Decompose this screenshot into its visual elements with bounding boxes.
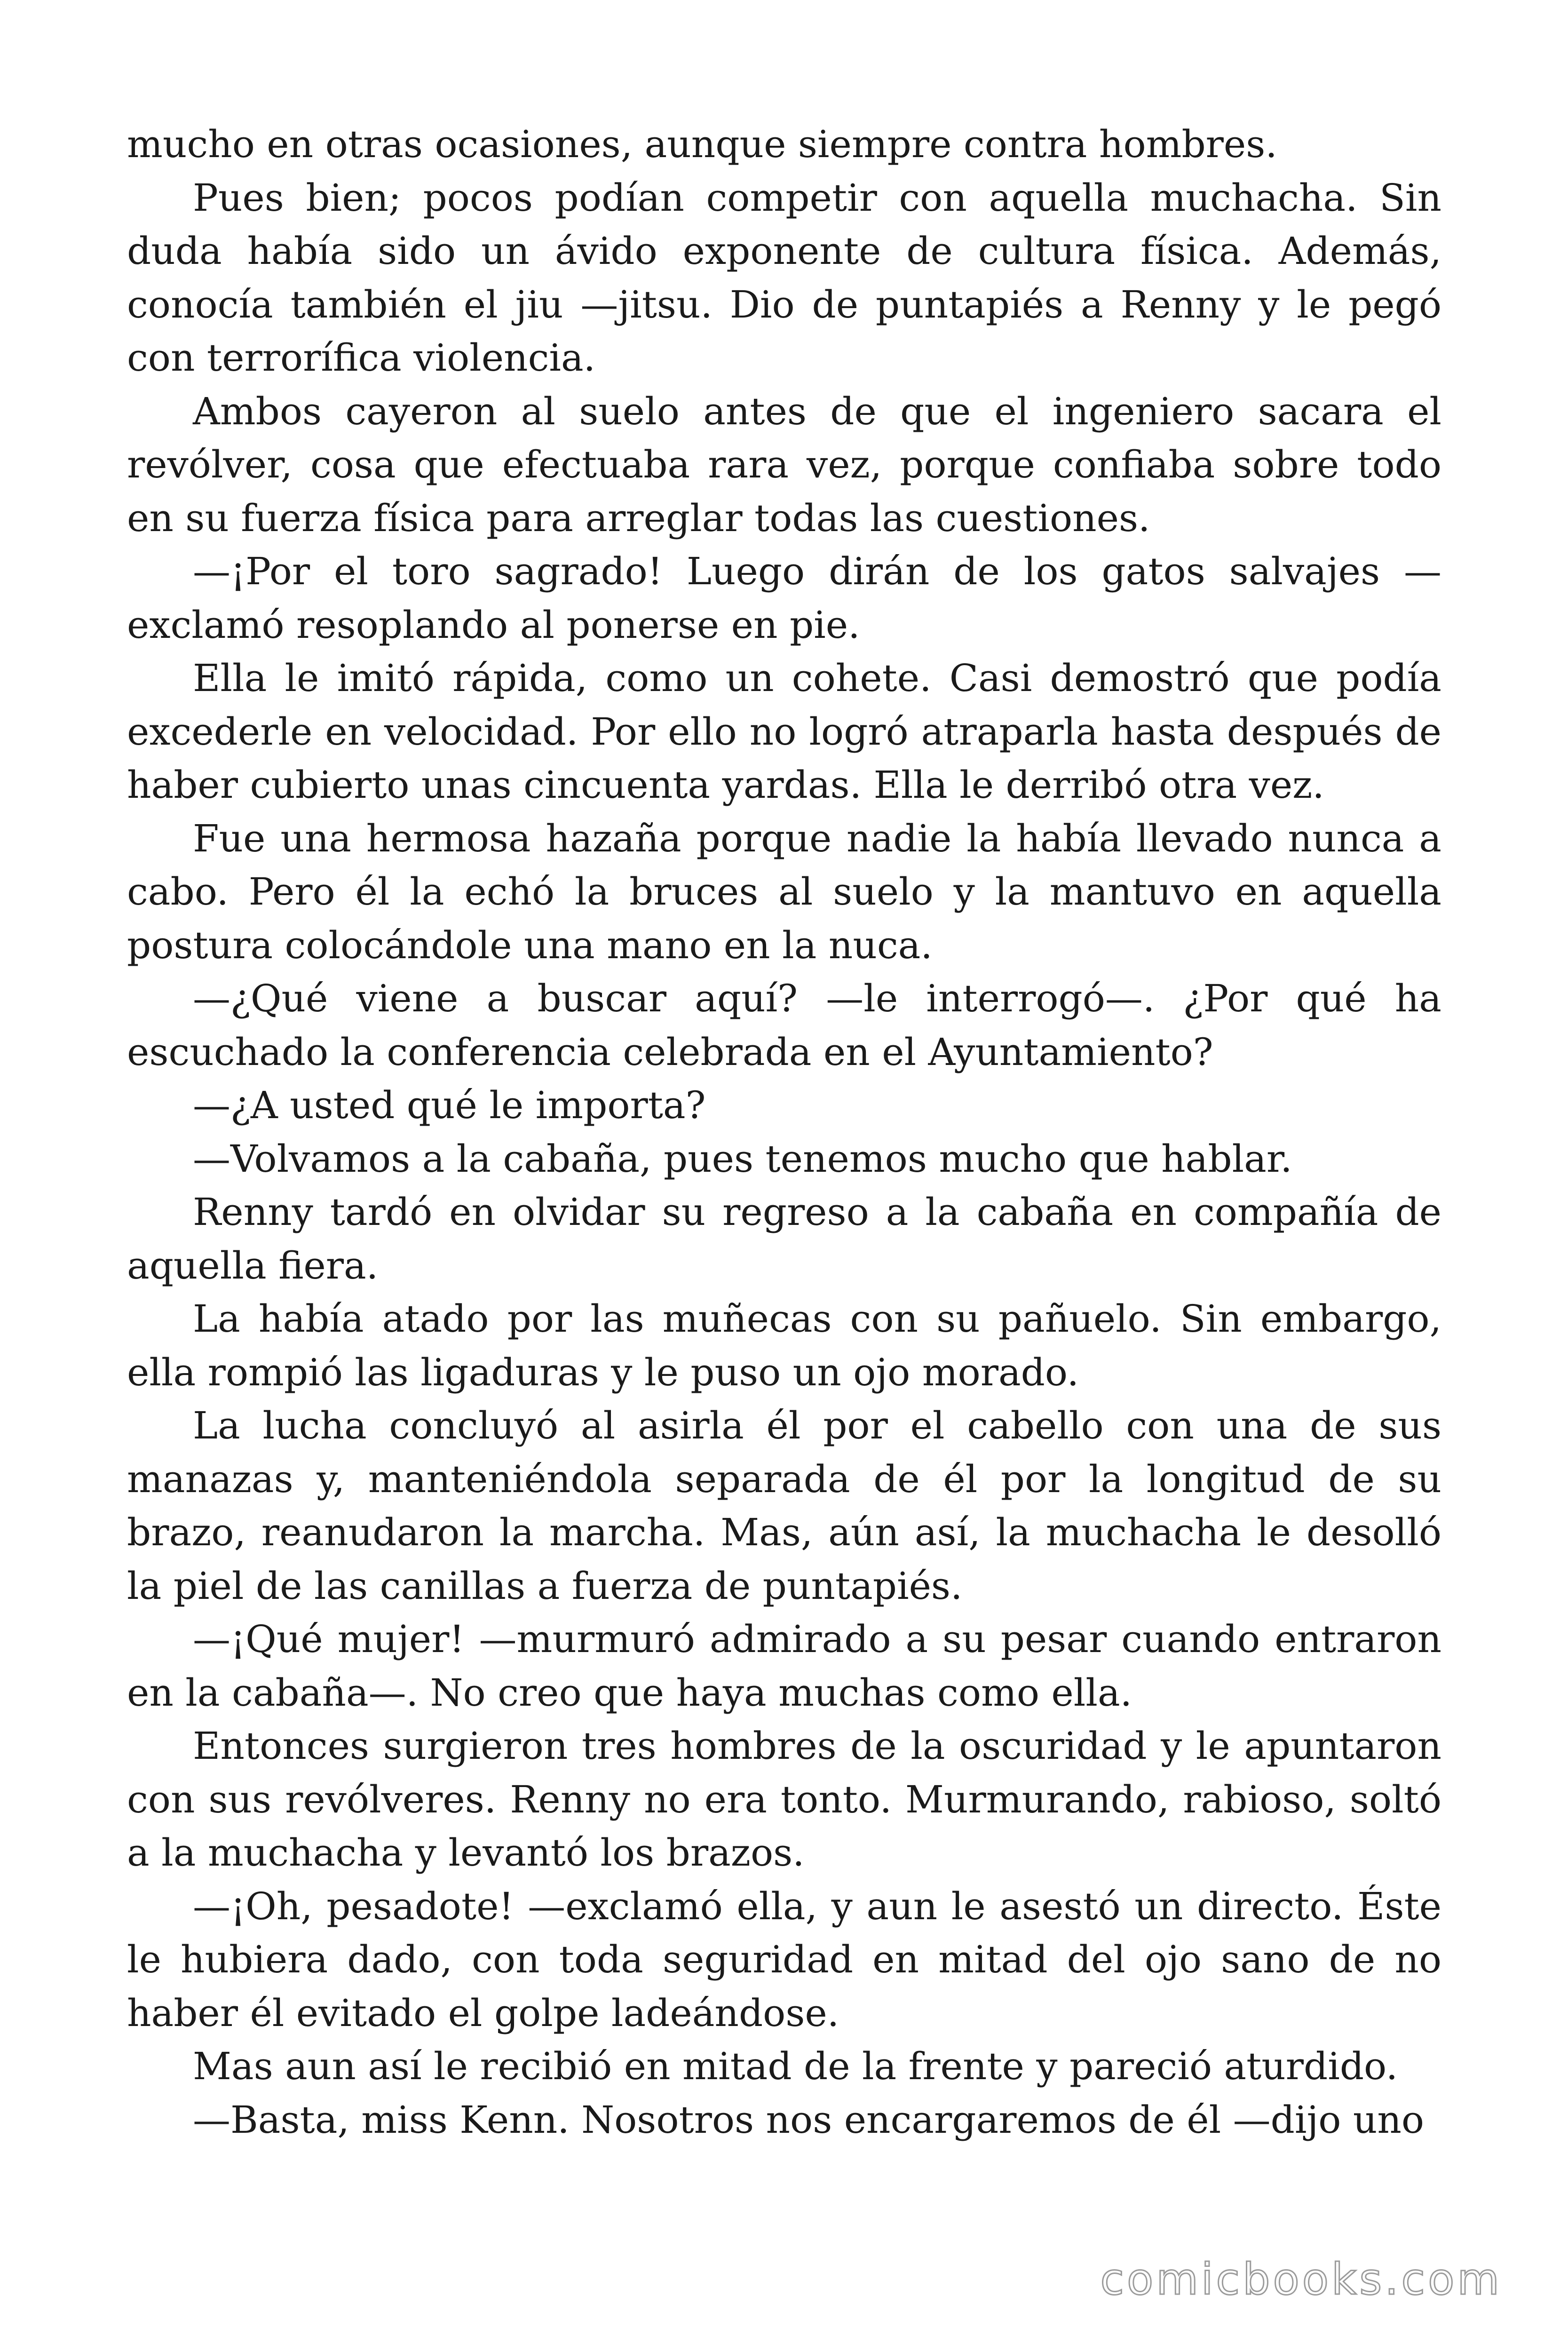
body-text [127, 118, 1441, 2146]
paragraph: —Volvamos a la cabaña, pues tenemos mucho que hablar. [193, 1136, 1292, 1181]
paragraph: Fue una hermosa hazaña porque nadie la había llevado nunca a cabo. Pero él la echó la bruces al suelo y la mantuvo en aquella postura colocándole una mano en la nuca. [127, 816, 1441, 967]
watermark-text: comicbooks.com [1100, 2254, 1502, 2304]
paragraph: —¿A usted qué le importa? [193, 1083, 706, 1127]
paragraph: Ella le imitó rápida, como un cohete. Casi demostró que podía excederle en velocidad. Por ello no logró atraparla hasta después de haber cubierto unas cincuenta yardas. Ella le derribó otra vez. [127, 656, 1441, 807]
paragraph: —Basta, miss Kenn. Nosotros nos encargaremos de él —dijo uno [193, 2098, 1425, 2142]
paragraph: —¡Qué mujer! —murmuró admirado a su pesar cuando entraron en la cabaña—. No creo que haya muchas como ella. [127, 1617, 1441, 1715]
paragraph: Entonces surgieron tres hombres de la oscuridad y le apuntaron con sus revólveres. Renny no era tonto. Murmurando, rabioso, soltó a la muchacha y levantó los brazos. [127, 1724, 1441, 1875]
paragraph: Pues bien; pocos podían competir con aquella muchacha. Sin duda había sido un ávido exponente de cultura física. Además, conocía también el jiu —jitsu. Dio de puntapiés a Renny y le pegó con terrorífica violencia. [127, 175, 1441, 380]
paragraph: —¡Por el toro sagrado! Luego dirán de los gatos salvajes —exclamó resoplando al ponerse en pie. [127, 549, 1441, 647]
paragraph: mucho en otras ocasiones, aunque siempre contra hombres. [127, 122, 1277, 166]
paragraph: La lucha concluyó al asirla él por el cabello con una de sus manazas y, manteniéndola separada de él por la longitud de su brazo, reanudaron la marcha. Mas, aún así, la muchacha le desolló la piel de las canillas a fuerza de puntapiés. [127, 1404, 1441, 1608]
paragraph: Renny tardó en olvidar su regreso a la cabaña en compañía de aquella fiera. [127, 1190, 1441, 1287]
paragraph: —¿Qué viene a buscar aquí? —le interrogó—. ¿Por qué ha escuchado la conferencia celebrada en el Ayuntamiento? [127, 977, 1441, 1074]
paragraph: Mas aun así le recibió en mitad de la frente y pareció aturdido. [193, 2044, 1398, 2088]
paragraph: Ambos cayeron al suelo antes de que el ingeniero sacara el revólver, cosa que efectuaba rara vez, porque confiaba sobre todo en su fuerza física para arreglar todas las cuestiones. [127, 389, 1441, 540]
paragraph: La había atado por las muñecas con su pañuelo. Sin embargo, ella rompió las ligaduras y le puso un ojo morado. [127, 1297, 1441, 1394]
paragraph: —¡Oh, pesadote! —exclamó ella, y aun le asestó un directo. Éste le hubiera dado, con toda seguridad en mitad del ojo sano de no haber él evitado el golpe ladeándose. [127, 1884, 1441, 2035]
